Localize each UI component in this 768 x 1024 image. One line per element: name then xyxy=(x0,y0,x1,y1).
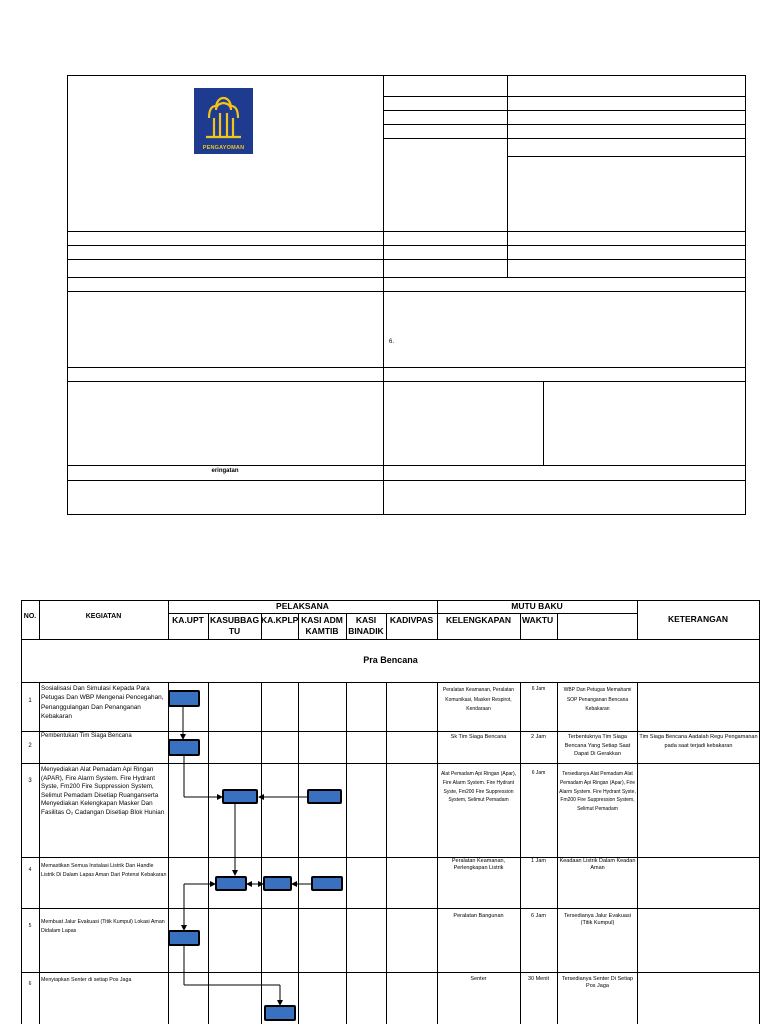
row-kegiatan: Membuat Jalur Evakuasi (Titik Kumpul) Lokasi Aman Didalam Lapas xyxy=(41,919,165,934)
col-keterangan-header: KETERANGAN xyxy=(668,614,728,624)
row-output: Tersedianya Senter Di Setiap Pos Jaga xyxy=(561,976,634,990)
row-output: Terbentuknya Tim Siaga Bencana Yang Setiap Saat Dapat Di Gerakkan xyxy=(564,734,631,758)
col-no-header: NO. xyxy=(23,613,37,620)
row-no: 1 xyxy=(28,698,32,704)
row-no: 5 xyxy=(28,923,32,929)
note-number: 6. xyxy=(389,339,395,345)
flow-box-ka-kplp xyxy=(263,876,292,891)
row-waktu: 6 Jam xyxy=(531,913,546,919)
row-output: WBP Dan Petugas Memahami SOP Penanganan Bencana Kebakaran xyxy=(563,687,632,712)
flow-box-ka-upt xyxy=(168,930,200,946)
row-kelengkapan: Peralatan Keamanan, Perlengkapan Listrik xyxy=(451,858,506,872)
flow-box-ka-upt xyxy=(168,739,200,756)
flow-box-kasi-adm-kamtib xyxy=(307,789,342,804)
flow-box-kasubbag-tu xyxy=(215,876,247,891)
peringatan-label: eringatan xyxy=(211,468,239,474)
col-mutu-baku-header: MUTU BAKU xyxy=(511,601,563,611)
col-pelaksana-header: PELAKSANA xyxy=(276,601,329,611)
col-kasi-binadik: KASI BINADIK xyxy=(348,615,384,636)
col-waktu: WAKTU xyxy=(522,615,554,625)
col-kadivpas: KADIVPAS xyxy=(389,615,434,625)
col-ka-upt: KA.UPT xyxy=(172,615,204,625)
row-kegiatan: Memastikan Semua Instalasi Listrik Dan Handle Listrik Di Dalam Lapas Aman Dari Potensi Kebakaran xyxy=(41,863,167,878)
row-waktu: 6 Jam xyxy=(531,770,546,776)
row-kelengkapan: Peralatan Keamanan, Peralatan Komunikasi, Masker Respirot, Kendaraan xyxy=(442,687,515,712)
flow-box-ka-upt xyxy=(168,690,200,707)
row-no: 6 xyxy=(28,981,32,987)
row-keterangan: Tim Siaga Bencana Aadalah Regu Pengamanan pada saat terjadi kebakaran xyxy=(639,734,758,749)
logo-text: PENGAYOMAN xyxy=(202,145,245,151)
row-kelengkapan: Sk Tim Siaga Bencana xyxy=(450,734,507,740)
row-no: 2 xyxy=(28,743,32,749)
row-kelengkapan: Alat Pemadam Api Ringan (Apar), Fire Alarm System. Fire Hydrant Syste, Fm200 Fire Suppression System, Selimut Pemadam xyxy=(440,771,517,804)
col-kelengkapan: KELENGKAPAN xyxy=(445,615,511,625)
row-output: Tersedianya Alat Pemadam Alat Pemadam Api Ringan (Apar), Fire Alarm System. Fire Hydrant Syste, Fm200 Fire Suppression System, Selimut Pemadam xyxy=(559,771,636,812)
row-output: Tersedianya Jalur Evakuasi (Titik Kumpul) xyxy=(564,913,631,927)
row-no: 3 xyxy=(28,778,32,784)
flow-box-kasubbag-tu xyxy=(222,789,258,804)
row-no: 4 xyxy=(28,867,32,873)
row-kelengkapan: Peralatan Bangunan xyxy=(453,913,504,919)
row-waktu: 1 Jam xyxy=(531,858,546,864)
row-output: Keadaan Listrik Dalam Keadan Aman xyxy=(559,858,636,872)
row-waktu: 30 Menit xyxy=(527,976,550,982)
col-ka-kplp: KA.KPLP xyxy=(261,615,299,625)
flow-box-kasi-adm-kamtib xyxy=(311,876,343,891)
row-kegiatan: Pembentukan Tim Siaga Bencana xyxy=(41,733,132,739)
section-title: Pra Bencana xyxy=(363,655,418,665)
col-kegiatan-header: KEGIATAN xyxy=(85,613,122,620)
row-kelengkapan: Senter xyxy=(470,976,487,982)
col-kasi-adm-kamtib: KASI ADM KAMTIB xyxy=(301,615,343,636)
flow-box-ka-kplp xyxy=(264,1005,296,1021)
col-kasubbag-tu: KASUBBAG TU xyxy=(209,615,260,636)
row-kegiatan: Menyediakan Alat Pemadam Api Ringan (APAR), Fire Alarm System. Fire Hydrant Syste, Fm200 Fire Suppression System, Selimut Pemadam Disetiap Ruanganserta Menyediakan Kelengkapan Masker Dan Fasilitas O₂ Cadangan Disetiap Blok Hunian xyxy=(41,766,165,816)
row-waktu: 2 Jam xyxy=(531,734,546,740)
row-waktu: 6 Jam xyxy=(531,686,546,692)
row-kegiatan: Sosialisasi Dan Simulasi Kepada Para Petugas Dan WBP Mengenai Pencegahan, Penanggulangan Dan Penanganan Kebakaran xyxy=(41,685,164,720)
row-kegiatan: Menyiapkan Senter di setiap Pos Jaga xyxy=(41,977,132,983)
